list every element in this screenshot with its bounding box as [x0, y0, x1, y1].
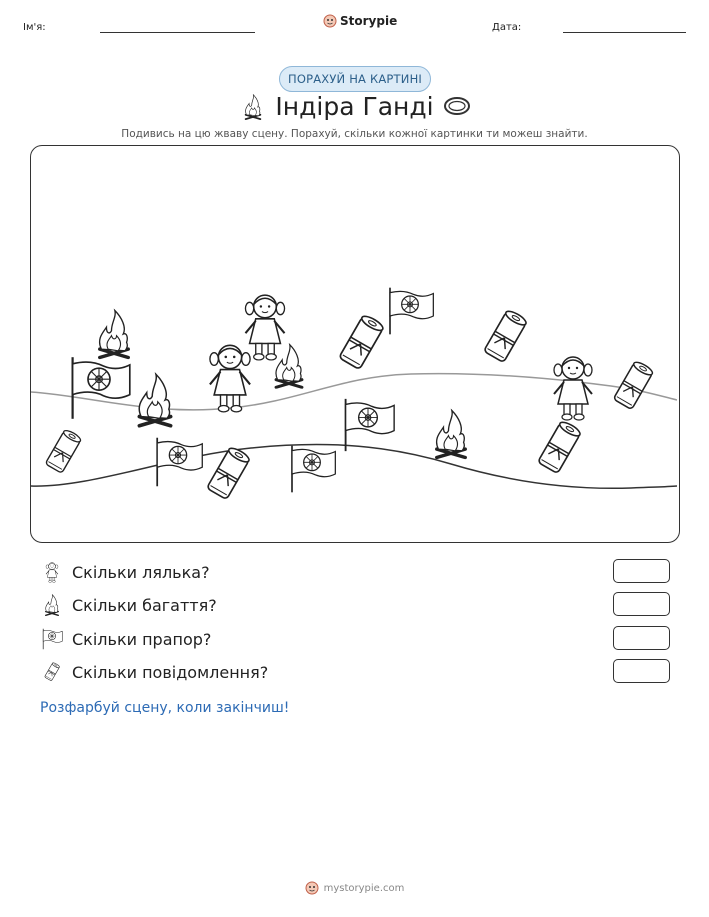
name-label: Ім'я: — [23, 22, 46, 33]
doll-icon — [40, 561, 64, 583]
question-text: Скільки лялька? — [72, 562, 210, 582]
brand-name: Storypie — [340, 14, 398, 28]
question-text: Скільки багаття? — [72, 595, 217, 615]
question-text: Скільки повідомлення? — [72, 662, 269, 682]
name-line[interactable] — [100, 32, 255, 33]
page-title — [0, 92, 709, 121]
question-messages — [40, 661, 268, 683]
question-bonfires — [40, 594, 217, 616]
instructions-subtitle: Подивись на цю жваву сцену. Порахуй, скільки кожної картинки ти можеш знайти. — [121, 128, 588, 140]
bonfire-icon — [430, 406, 472, 462]
storypie-logo-icon — [323, 14, 337, 28]
activity-badge: ПОРАХУЙ НА КАРТИНІ — [279, 66, 431, 92]
flag-icon — [150, 436, 206, 488]
doll-icon — [547, 352, 599, 422]
footer — [0, 881, 709, 895]
message-scroll-icon — [334, 308, 388, 378]
message-scroll-icon — [533, 416, 585, 480]
flag-icon — [385, 286, 435, 336]
footer-url[interactable]: mystorypie.com — [323, 882, 405, 894]
bonfire-icon — [93, 306, 135, 362]
flag-icon — [287, 444, 337, 494]
brand-logo — [323, 14, 397, 28]
bonfire-icon — [40, 594, 64, 616]
answer-box-bonfires[interactable] — [613, 592, 670, 616]
message-scroll-icon — [202, 442, 254, 506]
date-label: Дата: — [492, 22, 522, 33]
question-flags — [40, 628, 211, 650]
bonfire-icon — [241, 94, 265, 120]
message-scroll-icon — [609, 356, 657, 416]
doll-icon — [203, 340, 257, 414]
ring-icon — [443, 96, 471, 116]
bonfire-icon — [132, 368, 178, 432]
message-scroll-icon — [40, 426, 86, 478]
answer-box-dolls[interactable] — [613, 559, 670, 583]
title-text: Індіра Ганді — [275, 92, 434, 121]
answer-box-flags[interactable] — [613, 626, 670, 650]
message-scroll-icon — [479, 304, 531, 370]
flag-icon — [40, 628, 64, 650]
message-scroll-icon — [40, 661, 64, 683]
answer-box-messages[interactable] — [613, 659, 670, 683]
date-line[interactable] — [563, 32, 686, 33]
flag-icon — [66, 355, 132, 421]
question-dolls — [40, 561, 210, 583]
coloring-instruction: Розфарбуй сцену, коли закінчиш! — [40, 700, 290, 716]
flag-icon — [336, 397, 400, 453]
storypie-logo-icon — [305, 881, 319, 895]
question-text: Скільки прапор? — [72, 629, 212, 649]
